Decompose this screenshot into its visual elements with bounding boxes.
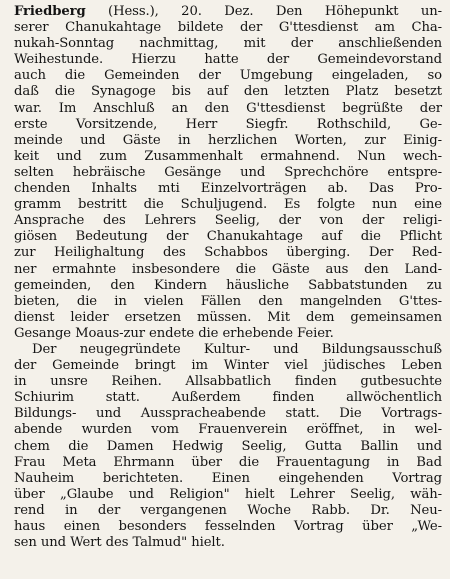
text-line: ner ermahnte insbesondere die Gäste aus den Land- [14,261,442,277]
dateline: Friedberg [14,4,86,19]
text-line: gramm bestritt die Schuljugend. Es folgte nun eine [14,197,442,213]
text-line: giösen Bedeutung der Chanukahtage auf die Pflicht [14,229,442,245]
text-line-content: (Hess.), 20. Dez. Den Höhepunkt un- [85,4,442,19]
text-line: sen und Wert des Talmud" hielt. [14,535,225,551]
text-line: Gesange Moaus-zur endete die erhebende Feier. [14,325,334,341]
text-line: der Gemeinde bringt im Winter viel jüdisches Leben [14,358,442,374]
text-line: gemeinden, den Kindern häusliche Sabbatstunden zu [14,277,442,293]
text-line: selten hebräische Gesänge und Sprechchöre entspre- [14,164,442,180]
paragraph-1 [14,4,442,342]
text-line: Weihestunde. Hierzu hatte der Gemeindevorstand [14,52,442,68]
text-line: Schiurim statt. Außerdem finden allwöchentlich [14,390,442,406]
text-line: war. Im Anschluß an den G'ttesdienst begrüßte der [14,100,442,116]
text-line: Nauheim berichteten. Einen eingehenden Vortrag [14,470,442,486]
text-line [14,4,442,20]
paragraph-2 [14,342,442,551]
text-line: abende wurden vom Frauenverein eröffnet, in wel- [14,422,442,438]
text-line: bieten, die in vielen Fällen den mangelnden G'ttes- [14,293,442,309]
text-line: erste Vorsitzende, Herr Siegfr. Rothschild, Ge- [14,116,442,132]
text-line: Bildungs- und Ausspracheabende statt. Die Vortrags- [14,406,442,422]
text-line: daß die Synagoge bis auf den letzten Platz besetzt [14,84,442,100]
text-line: rend in der vergangenen Woche Rabb. Dr. Neu- [14,502,442,518]
text-line: meinde und Gäste in herzlichen Worten, zur Einig- [14,132,442,148]
text-line: in unsre Reihen. Allsabbatlich finden gutbesuchte [14,374,442,390]
text-line: keit und zum Zusammenhalt ermahnend. Nun wech- [14,148,442,164]
text-line: Frau Meta Ehrmann über die Frauentagung in Bad [14,454,442,470]
text-line: serer Chanukahtage bildete der G'ttesdienst am Cha- [14,20,442,36]
text-line: nukah-Sonntag nachmittag, mit der anschließenden [14,36,442,52]
text-line: haus einen besonders fesselnden Vortrag über „We- [14,519,442,534]
text-line: über „Glaube und Religion" hielt Lehrer Seelig, wäh- [14,486,442,502]
text-line: Der neugegründete Kultur- und Bildungsausschuß [32,341,442,357]
text-line: zur Heilighaltung des Schabbos überging. Der Red- [14,245,442,261]
text-line: auch die Gemeinden der Umgebung eingeladen, so [14,68,442,84]
text-line: dienst leider ersetzen müssen. Mit dem gemeinsamen [14,309,442,325]
text-line: chem die Damen Hedwig Seelig, Gutta Ballin und [14,438,442,454]
text-line: Ansprache des Lehrers Seelig, der von der religi- [14,213,442,229]
text-line: chenden Inhalts mti Einzelvorträgen ab. Das Pro- [14,181,442,197]
